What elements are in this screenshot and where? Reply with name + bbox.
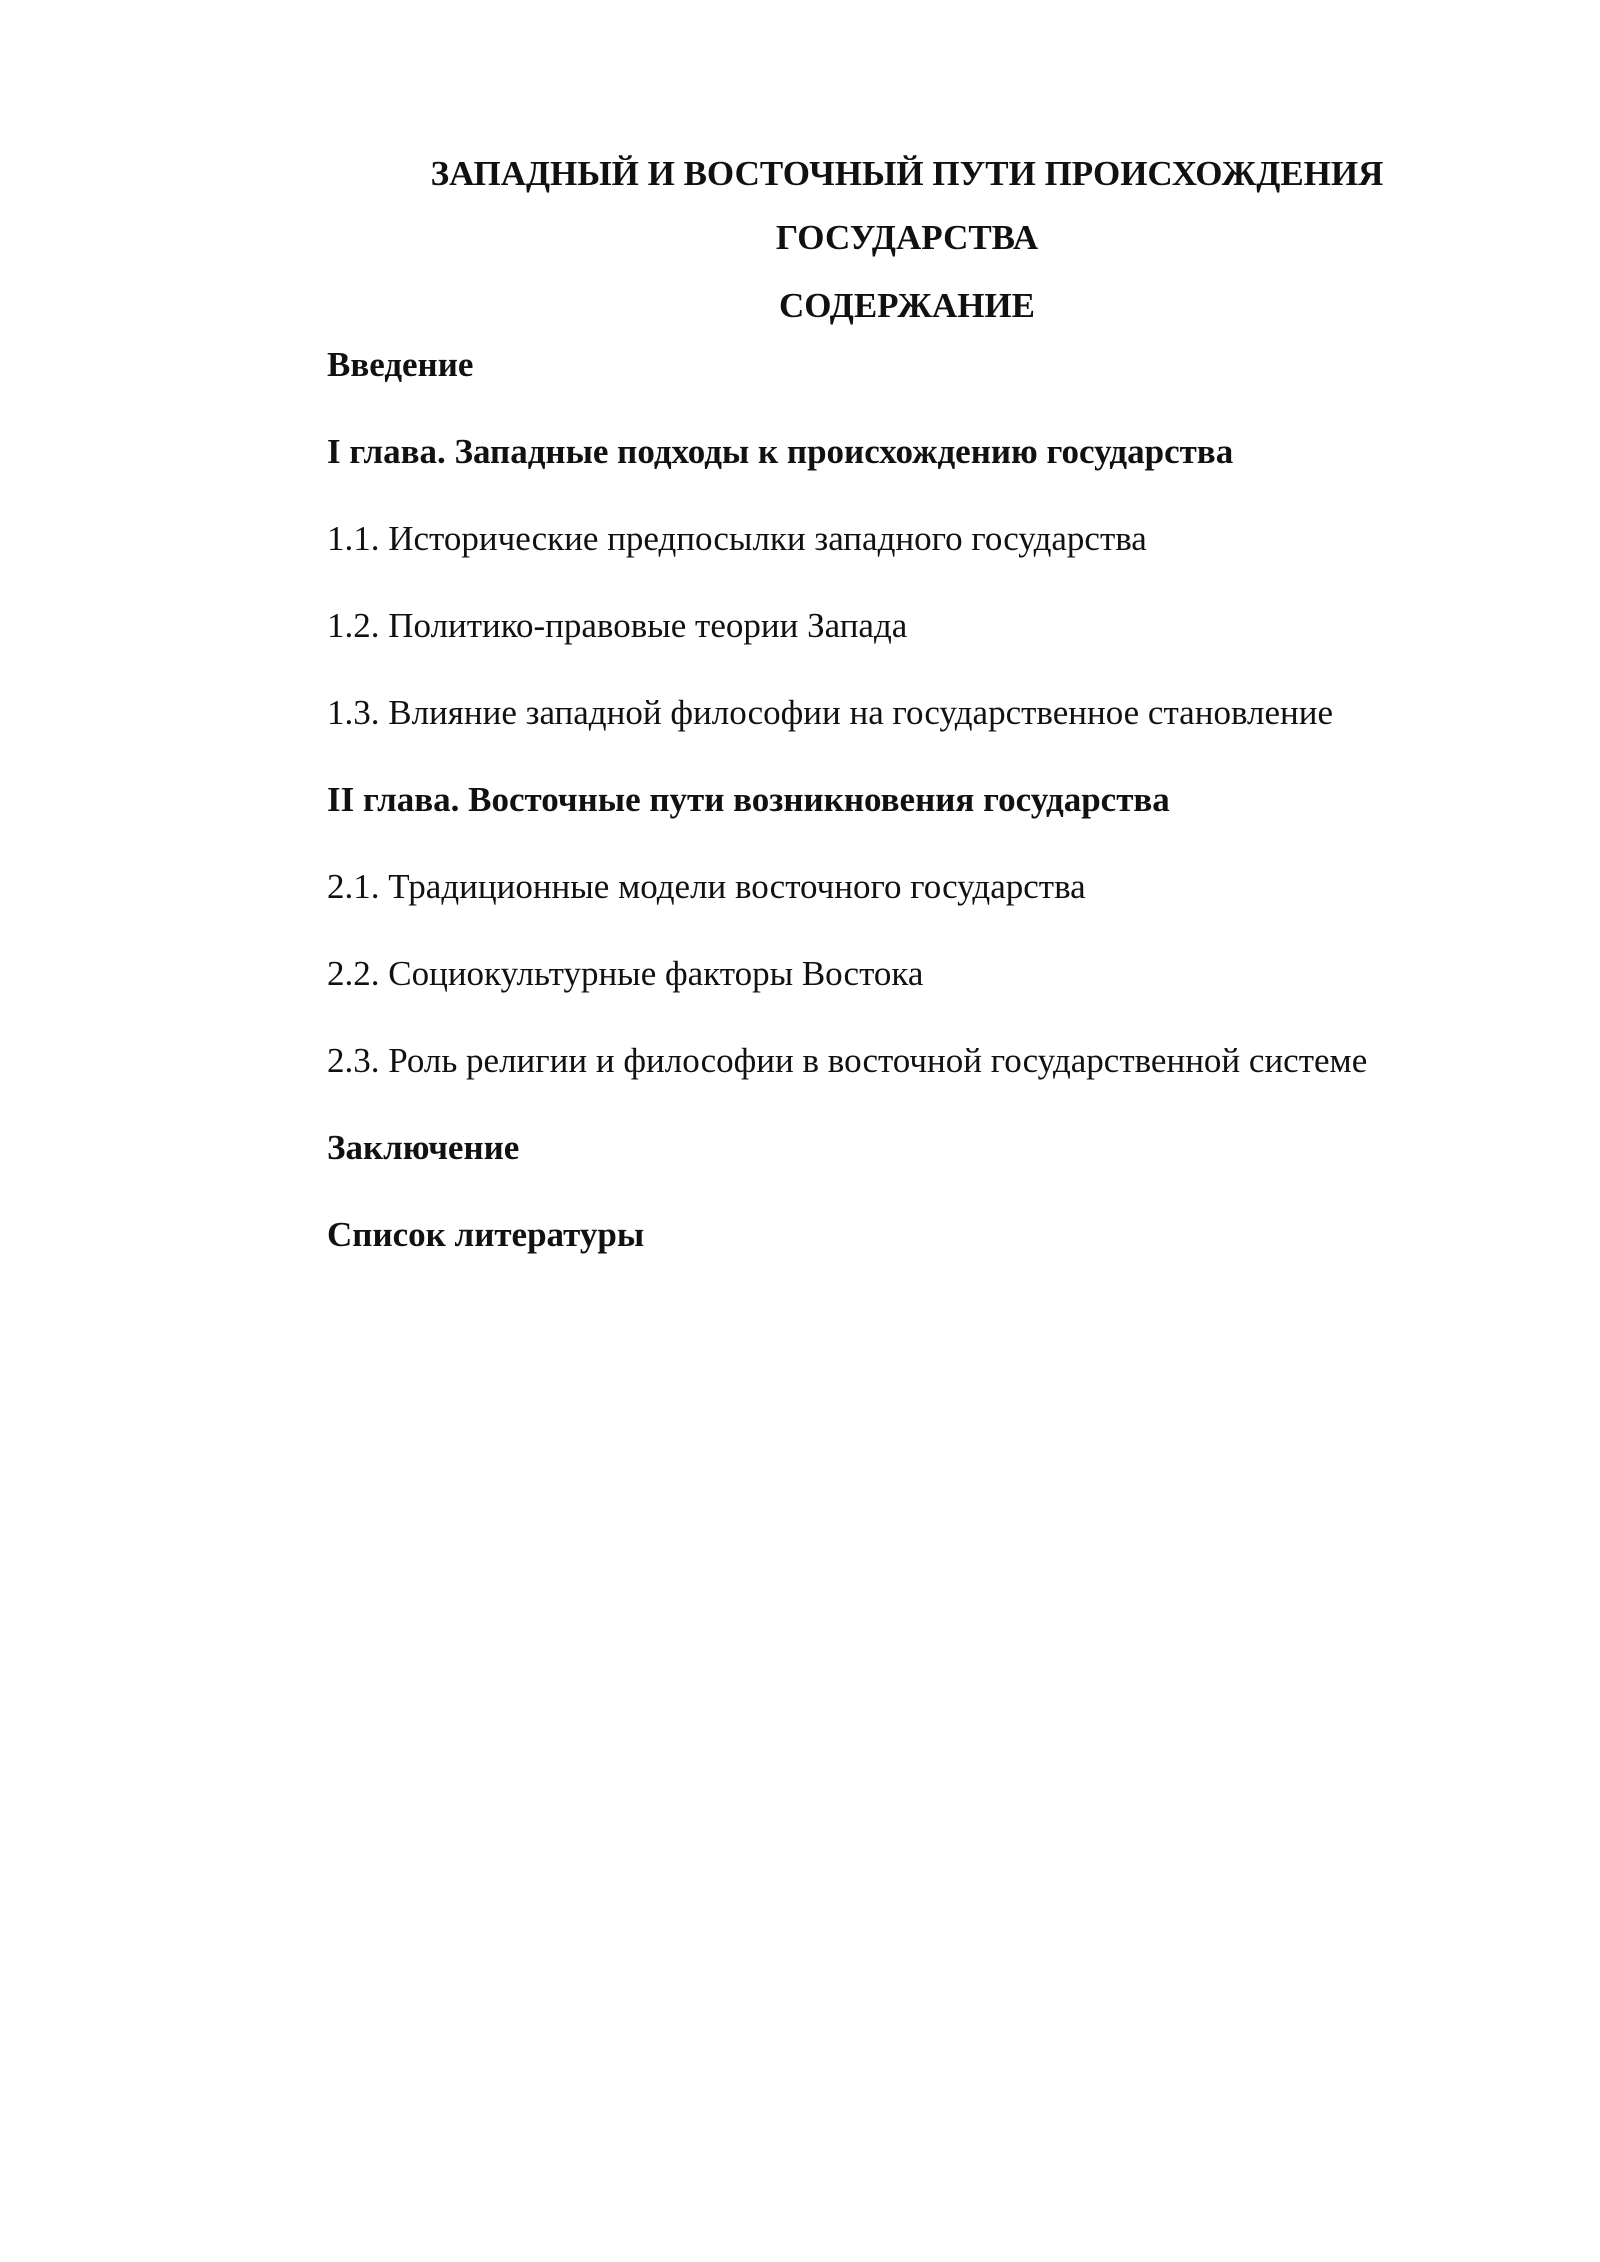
- toc-item-chapter-1: I глава. Западные подходы к происхождению государства: [327, 432, 1234, 471]
- toc-item-bibliography: Список литературы: [327, 1215, 645, 1254]
- toc-item-introduction: Введение: [327, 345, 474, 384]
- toc-item-1-2: 1.2. Политико-правовые теории Запада: [327, 606, 908, 645]
- toc-item-2-3: 2.3. Роль религии и философии в восточной государственной системе: [327, 1041, 1368, 1080]
- toc-item-2-2: 2.2. Социокультурные факторы Востока: [327, 954, 924, 993]
- toc-item-2-1: 2.1. Традиционные модели восточного государства: [327, 867, 1086, 906]
- toc-item-conclusion: Заключение: [327, 1128, 520, 1167]
- toc-item-chapter-2: II глава. Восточные пути возникновения государства: [327, 780, 1170, 819]
- document-title-line-1: ЗАПАДНЫЙ И ВОСТОЧНЫЙ ПУТИ ПРОИСХОЖДЕНИЯ: [430, 154, 1384, 193]
- toc-item-1-1: 1.1. Исторические предпосылки западного государства: [327, 519, 1147, 558]
- document-title-line-2: ГОСУДАРСТВА: [775, 218, 1039, 257]
- contents-heading: СОДЕРЖАНИЕ: [778, 286, 1035, 325]
- table-of-contents: [327, 343, 1507, 1300]
- toc-item-1-3: 1.3. Влияние западной философии на государственное становление: [327, 693, 1334, 732]
